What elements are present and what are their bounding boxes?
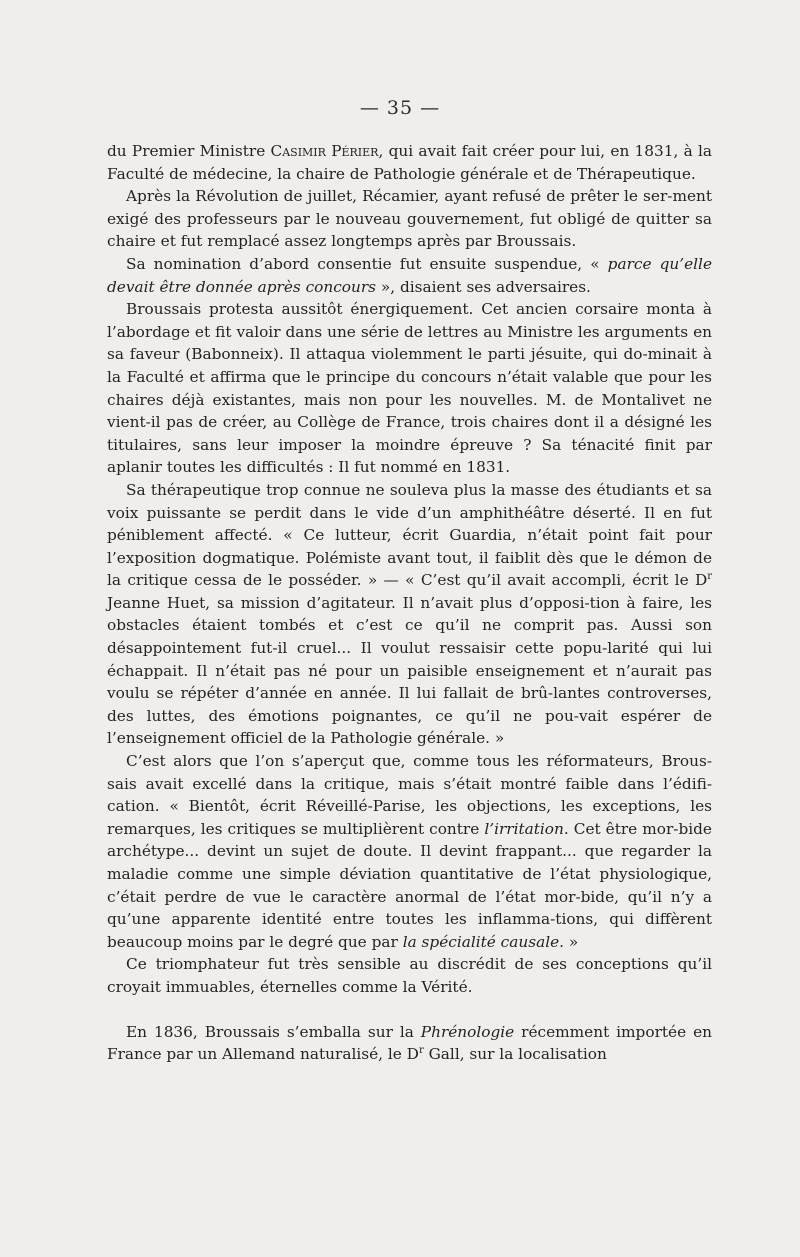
page-number: — 35 —	[359, 97, 441, 119]
text-run: . Cet être mor-bide archétype... devint un sujet de doute. Il devint frappant... que regarder la maladie comme une simple déviation quantitative de l’état physiologique, c’était perdre de vue le caractère anormal de l’état mor-bide, qu’il n’y a qu’une apparente identité entre toutes les inflamma-tions, qui diffèrent beaucoup moins par le degré que par	[107, 819, 712, 951]
text-run: récemment importée en France par un Allemand naturalisé, le D	[107, 1022, 712, 1064]
superscript: r	[418, 1045, 424, 1057]
italic-text: l’irritation	[484, 819, 564, 838]
body-text	[107, 140, 712, 1066]
italic-text: la spécialité causale	[402, 932, 560, 951]
text-run: », disaient ses adversaires.	[376, 277, 591, 296]
paragraph	[107, 298, 712, 479]
paragraph	[107, 185, 712, 253]
paragraph	[107, 1021, 712, 1066]
text-run: . »	[559, 932, 579, 951]
small-caps-name: Casimir Périer	[270, 142, 379, 160]
superscript: r	[707, 571, 712, 583]
italic-text: parce qu’elle devait être donnée après concours	[107, 254, 712, 296]
text-run: Après la Révolution de juillet, Récamier, ayant refusé de prêter le ser-ment exigé des professeurs par le nouveau gouvernement, fut obligé de quitter sa chaire et fut remplacé assez longtemps après par Broussais.	[107, 187, 712, 251]
text-run: C’est alors que l’on s’aperçut que, comme tous les réformateurs, Brous-sais avait excellé dans la critique, mais s’était montré faible dans l’édifi-cation. « Bientôt, écrit Réveillé-Parise, les objections, les exceptions, les remarques, les critiques se multiplièrent contre	[107, 752, 712, 838]
text-run: Sa nomination d’abord consentie fut ensuite suspendue, «	[126, 254, 608, 273]
text-run: Sa thérapeutique trop connue ne souleva plus la masse des étudiants et sa voix puissante se perdit dans le vide d’un amphithéâtre déserté. Il en fut péniblement affecté. « Ce lutteur, écrit Guardia, n’était point fait pour l’exposition dogmatique. Polémiste avant tout, il faiblit dès que le démon de la critique cessa de le posséder. » — « C’est qu’il avait accompli, écrit le D	[107, 480, 712, 590]
text-run: En 1836, Broussais s’emballa sur la	[126, 1022, 421, 1041]
paragraph	[107, 253, 712, 298]
paragraph	[107, 479, 712, 750]
text-run: Jeanne Huet, sa mission d’agitateur. Il n’avait plus d’opposi-tion à faire, les obstacles étaient tombés et c’est ce qu’il ne comprit pas. Aussi son désappointement fut-il cruel... Il voulut ressaisir cette popu-larité qui lui échappait. Il n’était pas né pour un paisible enseignement et n’aurait pas voulu se répéter d’année en année. Il lui fallait de brû-lantes controverses, des luttes, des émotions poignantes, ce qu’il ne pou-vait espérer de l’enseignement officiel de la Pathologie générale. »	[107, 593, 712, 748]
text-run: Ce triomphateur fut très sensible au discrédit de ses conceptions qu’il croyait immuables, éternelles comme la Vérité.	[107, 955, 712, 996]
text-run: du Premier Ministre	[107, 142, 271, 160]
italic-text: Phrénologie	[420, 1022, 515, 1041]
text-run: Gall, sur la localisation	[423, 1045, 607, 1064]
paragraph	[107, 953, 712, 998]
text-run: , qui avait fait créer pour lui, en 1831, à la Faculté de médecine, la chaire de Pathologie générale et de Thérapeutique.	[107, 142, 712, 183]
paragraph	[107, 140, 712, 185]
text-run: Broussais protesta aussitôt énergiquement. Cet ancien corsaire monta à l’abordage et fit valoir dans une série de lettres au Ministre les arguments en sa faveur (Babonneix). Il attaqua violemment le parti jésuite, qui do-minait à la Faculté et affirma que le principe du concours n’était valable que pour les chaires déjà existantes, mais non pour les nouvelles. M. de Montalivet ne vient-il pas de créer, au Collège de France, trois chaires dont il a désigné les titulaires, sans leur imposer la moindre épreuve ? Sa ténacité finit par aplanir toutes les difficultés : Il fut nommé en 1831.	[107, 300, 712, 477]
paragraph	[107, 750, 712, 953]
